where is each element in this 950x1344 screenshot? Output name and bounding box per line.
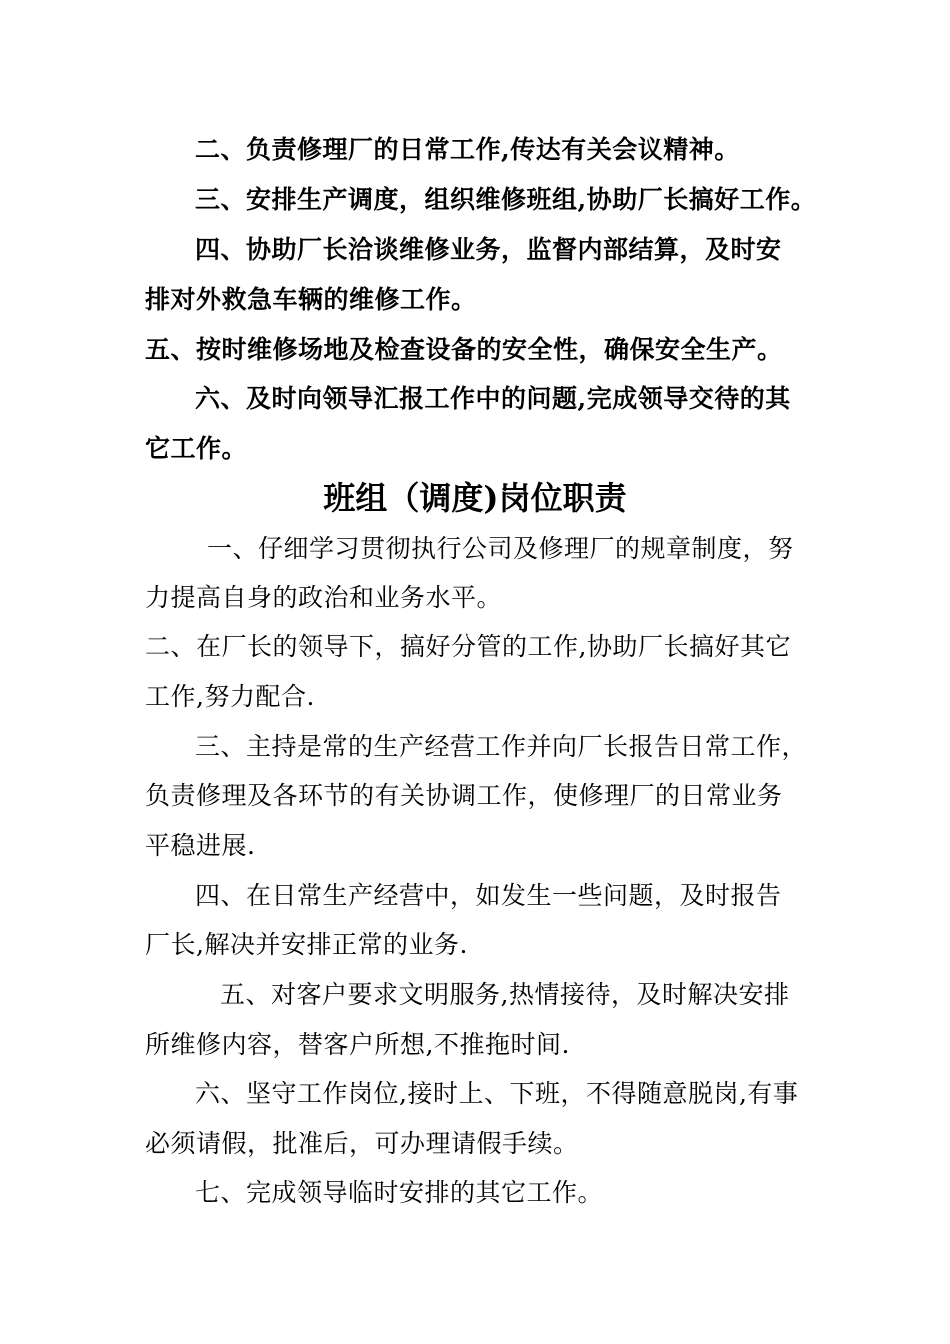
main-item-5-line-2: 所维修内容，替客户所想,不推拖时间. <box>145 1030 570 1059</box>
duty-item-2: 二、负责修理厂的日常工作,传达有关会议精神。 <box>195 135 740 164</box>
duty-item-6-line-1: 六、及时向领导汇报工作中的问题,完成领导交待的其 <box>195 384 791 413</box>
main-item-3-line-2: 负责修理及各环节的有关协调工作，使修理厂的日常业务 <box>145 781 783 810</box>
main-item-2-line-2: 工作,努力配合. <box>145 682 315 711</box>
main-item-6-line-2: 必须请假，批准后，可办理请假手续。 <box>145 1129 579 1158</box>
main-item-4-line-1: 四、在日常生产经营中，如发生一些问题，及时报告 <box>195 881 782 910</box>
main-item-3-line-1: 三、主持是常的生产经营工作并向厂长报告日常工作， <box>195 732 808 761</box>
main-item-5-line-1: 五、对客户要求文明服务,热情接待，及时解决安排 <box>220 980 790 1009</box>
main-item-4-line-2: 厂长,解决并安排正常的业务. <box>145 930 468 959</box>
duty-item-4-line-1: 四、协助厂长洽谈维修业务，监督内部结算，及时安 <box>195 235 782 264</box>
duty-item-5: 五、按时维修场地及检查设备的安全性，确保安全生产。 <box>145 335 783 364</box>
main-item-3-line-3: 平稳进展. <box>145 831 256 860</box>
main-item-7: 七、完成领导临时安排的其它工作。 <box>195 1178 604 1207</box>
duty-item-6-line-2: 它工作。 <box>145 434 248 463</box>
duty-item-3: 三、安排生产调度，组织维修班组,协助厂长搞好工作。 <box>195 185 817 214</box>
main-item-1-line-2: 力提高自身的政治和业务水平。 <box>145 583 503 612</box>
main-item-6-line-1: 六、坚守工作岗位,接时上、下班，不得随意脱岗,有事 <box>195 1079 799 1108</box>
section-title: 班组（调度)岗位职责 <box>323 479 627 517</box>
main-item-2-line-1: 二、在厂长的领导下，搞好分管的工作,协助厂长搞好其它 <box>145 632 791 661</box>
duty-item-4-line-2: 排对外救急车辆的维修工作。 <box>145 285 477 314</box>
main-item-1-line-1: 一、仔细学习贯彻执行公司及修理厂的规章制度，努 <box>207 534 794 563</box>
